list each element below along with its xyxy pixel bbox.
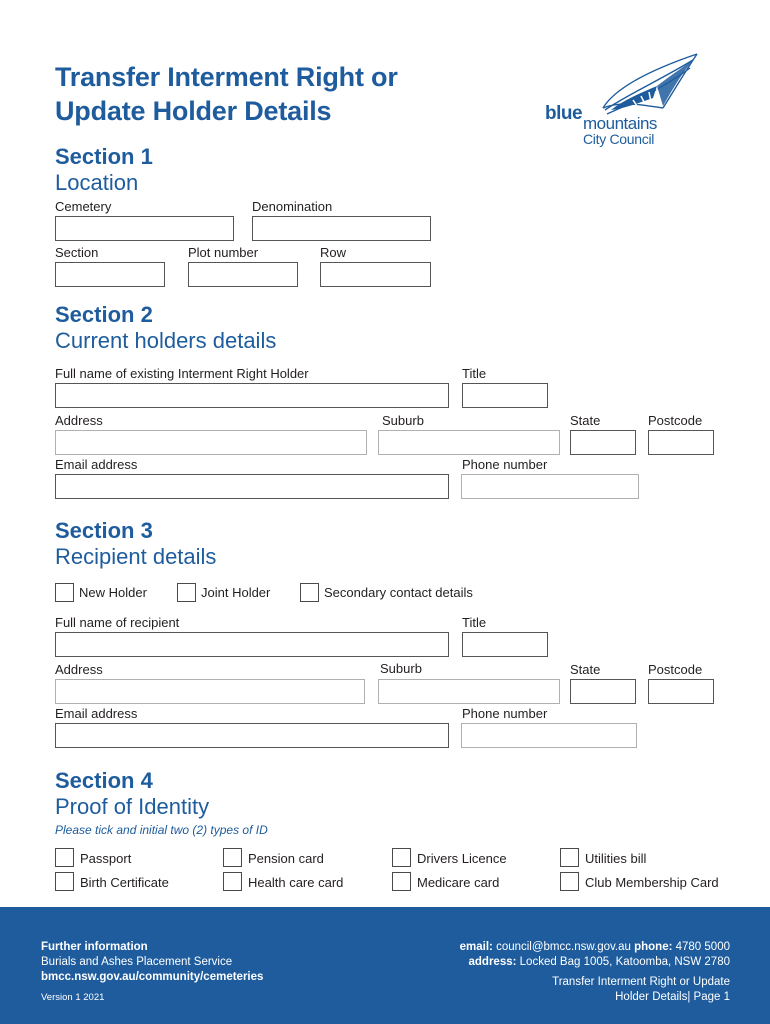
recipient-address-label: Address (55, 662, 103, 677)
recipient-suburb-label: Suburb (380, 661, 422, 676)
passport-label: Passport (80, 851, 132, 866)
logo-word-blue: blue (545, 103, 583, 124)
recipient-email-field[interactable] (55, 723, 449, 748)
holder-title-label: Title (462, 366, 487, 381)
section-name: Proof of Identity (55, 794, 210, 819)
secondary-contact-label: Secondary contact details (324, 585, 473, 600)
section-number: Section 1 (55, 144, 153, 169)
recipient-postcode-field[interactable] (648, 679, 714, 704)
section-number: Section 2 (55, 302, 153, 327)
new-holder-checkbox[interactable] (55, 583, 74, 602)
section-field[interactable] (55, 262, 165, 287)
denomination-field[interactable] (252, 216, 431, 241)
holder-title-field[interactable] (462, 383, 548, 408)
birth-certificate-checkbox[interactable] (55, 872, 74, 891)
holder-address-field[interactable] (55, 430, 367, 455)
version-label: Version 1 2021 (41, 992, 105, 1003)
page-number: Page 1 (693, 991, 730, 1003)
id-instruction: Please tick and initial two (2) types of ID (55, 823, 268, 837)
recipient-postcode-label: Postcode (648, 662, 703, 677)
council-logo (545, 48, 705, 153)
page-title (55, 60, 398, 128)
holder-email-label: Email address (55, 457, 138, 472)
service-name: Burials and Ashes Placement Service (41, 956, 233, 968)
recipient-state-field[interactable] (570, 679, 636, 704)
holder-postcode-label: Postcode (648, 413, 703, 428)
section-1-header (55, 144, 153, 196)
section-number: Section 4 (55, 768, 153, 793)
doc-title-line1: Transfer Interment Right or Update (552, 976, 730, 988)
section-2-header (55, 302, 276, 354)
recipient-phone-field[interactable] (461, 723, 637, 748)
recipient-address-field[interactable] (55, 679, 365, 704)
address-value: Locked Bag 1005, Katoomba, NSW 2780 (519, 956, 730, 968)
page-divider: | (687, 991, 694, 1003)
recipient-full-name-label: Full name of recipient (55, 615, 180, 630)
section-label: Section (55, 245, 99, 260)
recipient-phone-label: Phone number (462, 706, 548, 721)
footer (0, 907, 770, 1024)
email-link[interactable]: council@bmcc.nsw.gov.au (496, 941, 631, 953)
medicare-card-checkbox[interactable] (392, 872, 411, 891)
joint-holder-label: Joint Holder (201, 585, 271, 600)
health-care-card-checkbox[interactable] (223, 872, 242, 891)
address-line (469, 955, 730, 970)
pension-card-checkbox[interactable] (223, 848, 242, 867)
holder-state-field[interactable] (570, 430, 636, 455)
drivers-licence-checkbox[interactable] (392, 848, 411, 867)
passport-checkbox[interactable] (55, 848, 74, 867)
club-membership-card-label: Club Membership Card (585, 875, 719, 890)
row-field[interactable] (320, 262, 431, 287)
drivers-licence-label: Drivers Licence (417, 851, 507, 866)
holder-email-field[interactable] (55, 474, 449, 499)
section-4-header (55, 768, 209, 820)
cemetery-field[interactable] (55, 216, 234, 241)
title-rest: Interment Right or (159, 62, 398, 92)
joint-holder-checkbox[interactable] (177, 583, 196, 602)
plot-number-field[interactable] (188, 262, 298, 287)
doc-title-line2 (615, 990, 730, 1005)
address-label: address: (468, 956, 517, 968)
section-3-header (55, 518, 216, 570)
holder-full-name-field[interactable] (55, 383, 449, 408)
recipient-email-label: Email address (55, 706, 138, 721)
recipient-state-label: State (570, 662, 601, 677)
holder-phone-field[interactable] (461, 474, 639, 499)
contact-line (460, 940, 730, 955)
recipient-suburb-field[interactable] (378, 679, 560, 704)
secondary-contact-checkbox[interactable] (300, 583, 319, 602)
logo-word-mountains: mountains (583, 114, 657, 133)
utilities-bill-checkbox[interactable] (560, 848, 579, 867)
section-name: Location (55, 170, 139, 195)
birth-certificate-label: Birth Certificate (80, 875, 169, 890)
pension-card-label: Pension card (248, 851, 324, 866)
holder-address-label: Address (55, 413, 103, 428)
holder-phone-label: Phone number (462, 457, 548, 472)
cemetery-label: Cemetery (55, 199, 112, 214)
section-name: Current holders details (55, 328, 277, 353)
holder-postcode-field[interactable] (648, 430, 714, 455)
club-membership-card-checkbox[interactable] (560, 872, 579, 891)
holder-full-name-label: Full name of existing Interment Right Holder (55, 366, 309, 381)
recipient-title-label: Title (462, 615, 487, 630)
holder-suburb-field[interactable] (378, 430, 560, 455)
section-number: Section 3 (55, 518, 153, 543)
logo-word-council: City Council (583, 131, 655, 147)
title-line2: Update Holder Details (55, 96, 332, 126)
section-name: Recipient details (55, 544, 217, 569)
health-care-card-label: Health care card (248, 875, 344, 890)
doc-title-2: Holder Details (615, 991, 688, 1003)
holder-suburb-label: Suburb (382, 413, 424, 428)
plot-number-label: Plot number (188, 245, 259, 260)
title-bold: Transfer (55, 62, 160, 92)
utilities-bill-label: Utilities bill (585, 851, 647, 866)
website-link[interactable]: bmcc.nsw.gov.au/community/cemeteries (41, 971, 264, 983)
phone-label: phone: (634, 941, 673, 953)
phone-value: 4780 5000 (675, 941, 730, 953)
recipient-title-field[interactable] (462, 632, 548, 657)
further-info-heading: Further information (41, 941, 148, 953)
denomination-label: Denomination (252, 199, 333, 214)
medicare-card-label: Medicare card (417, 875, 500, 890)
row-label: Row (320, 245, 347, 260)
new-holder-label: New Holder (79, 585, 147, 600)
recipient-full-name-field[interactable] (55, 632, 449, 657)
email-label: email: (459, 941, 493, 953)
holder-state-label: State (570, 413, 601, 428)
